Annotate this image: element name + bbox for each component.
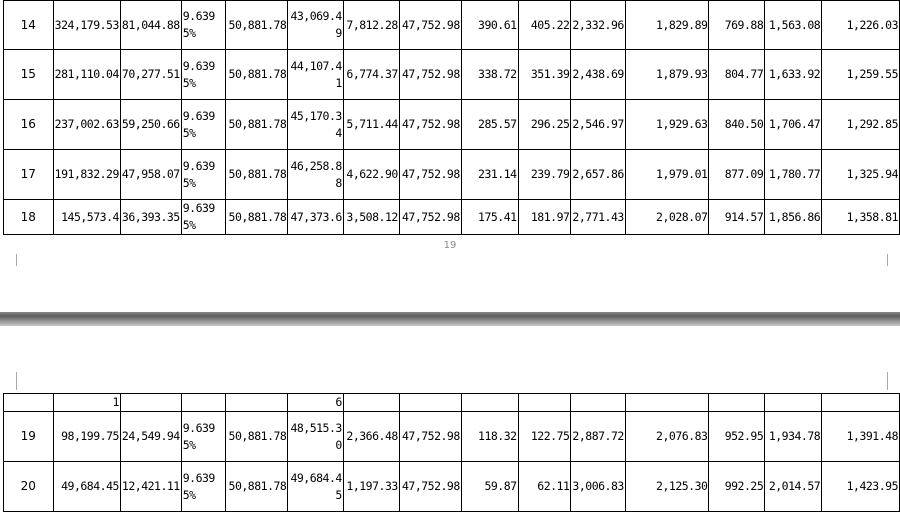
table-cell: 2,771.43 [571, 200, 625, 235]
table-cell: 191,832.29 [53, 150, 120, 200]
table-cell: 50,881.78 [226, 50, 288, 100]
table-cell: 47,752.98 [399, 412, 461, 462]
margin-mark [887, 254, 889, 266]
table-cell [120, 394, 181, 412]
table-row [4, 1, 900, 50]
table-cell: 6 [288, 394, 343, 412]
table-cell: 2,332.96 [571, 1, 625, 50]
table-cell: 1,423.95 [822, 462, 900, 512]
table-cell: 1,197.33 [343, 462, 399, 512]
table-cell: 9.6395% [181, 412, 226, 462]
table-cell: 1,856.86 [765, 200, 822, 235]
table-cell: 50,881.78 [226, 462, 288, 512]
table-row [4, 412, 900, 462]
table-cell: 4,622.90 [343, 150, 399, 200]
table-cell: 1,259.55 [822, 50, 900, 100]
row-number-cell: 14 [4, 1, 54, 50]
table-cell: 1,358.81 [822, 200, 900, 235]
row-number-cell: 18 [4, 200, 54, 235]
table-cell [4, 394, 54, 412]
margin-mark [887, 372, 889, 390]
table-cell: 50,881.78 [226, 150, 288, 200]
table-cell: 351.39 [518, 50, 571, 100]
table-row [4, 462, 900, 512]
table-cell: 1,934.78 [765, 412, 822, 462]
table-cell: 840.50 [709, 100, 765, 150]
table-cell: 50,881.78 [226, 200, 288, 235]
table-cell: 296.25 [518, 100, 571, 150]
table-cell: 47,958.07 [120, 150, 181, 200]
table-cell: 175.41 [461, 200, 518, 235]
table-cell: 36,393.35 [120, 200, 181, 235]
table-cell: 2,887.72 [571, 412, 625, 462]
row-number-cell: 17 [4, 150, 54, 200]
table-cell: 81,044.88 [120, 1, 181, 50]
table-cell [822, 394, 900, 412]
row-number-cell: 20 [4, 462, 54, 512]
table-cell: 3,508.12 [343, 200, 399, 235]
table-cell: 3,006.83 [571, 462, 625, 512]
table-cell [709, 394, 765, 412]
table-cell: 285.57 [461, 100, 518, 150]
table-cell [343, 394, 399, 412]
table-cell [181, 394, 226, 412]
table-cell [226, 394, 288, 412]
table-cell: 239.79 [518, 150, 571, 200]
table-cell: 181.97 [518, 200, 571, 235]
table-cell: 1,780.77 [765, 150, 822, 200]
table-cell: 6,774.37 [343, 50, 399, 100]
table-cell: 50,881.78 [226, 1, 288, 50]
row-number-cell: 19 [4, 412, 54, 462]
table-cell: 2,546.97 [571, 100, 625, 150]
table-cell: 9.6395% [181, 200, 226, 235]
table-cell: 2,438.69 [571, 50, 625, 100]
table-cell: 237,002.63 [53, 100, 120, 150]
row-number-cell: 16 [4, 100, 54, 150]
table-cell: 1,325.94 [822, 150, 900, 200]
table-cell: 118.32 [461, 412, 518, 462]
table-cell: 122.75 [518, 412, 571, 462]
table-cell [518, 394, 571, 412]
table-cell: 1,879.93 [625, 50, 709, 100]
table-cell: 5,711.44 [343, 100, 399, 150]
table-cell: 9.6395% [181, 150, 226, 200]
table-cell: 1,292.85 [822, 100, 900, 150]
table-cell: 338.72 [461, 50, 518, 100]
table-cell: 46,258.88 [288, 150, 343, 200]
table-cell: 24,549.94 [120, 412, 181, 462]
table-cell: 992.25 [709, 462, 765, 512]
table-cell: 1,563.08 [765, 1, 822, 50]
table-cell: 98,199.75 [53, 412, 120, 462]
table-cell: 9.6395% [181, 100, 226, 150]
table-cell [399, 394, 461, 412]
margin-mark [16, 254, 18, 266]
margin-mark [16, 372, 18, 390]
table-cell: 769.88 [709, 1, 765, 50]
table-cell: 2,366.48 [343, 412, 399, 462]
table-cell: 281,110.04 [53, 50, 120, 100]
table-cell [461, 394, 518, 412]
table-cell: 49,684.45 [288, 462, 343, 512]
table-cell: 47,752.98 [399, 462, 461, 512]
data-table-bottom [3, 393, 900, 512]
table-cell: 48,515.30 [288, 412, 343, 462]
table-cell: 47,752.98 [399, 50, 461, 100]
table-cell: 12,421.11 [120, 462, 181, 512]
table-cell: 1,226.03 [822, 1, 900, 50]
table-cell: 877.09 [709, 150, 765, 200]
table-cell: 2,014.57 [765, 462, 822, 512]
table-cell: 47,752.98 [399, 1, 461, 50]
table-cell: 9.6395% [181, 50, 226, 100]
page-number: 19 [443, 240, 457, 251]
table-cell: 59,250.66 [120, 100, 181, 150]
table-row [4, 50, 900, 100]
table-cell: 231.14 [461, 150, 518, 200]
table-cell: 2,028.07 [625, 200, 709, 235]
table-cell: 2,125.30 [625, 462, 709, 512]
table-cell: 952.95 [709, 412, 765, 462]
table-cell: 1 [53, 394, 120, 412]
table-cell [571, 394, 625, 412]
table-cell [765, 394, 822, 412]
table-cell: 44,107.41 [288, 50, 343, 100]
data-table-top [3, 0, 900, 235]
table-cell: 405.22 [518, 1, 571, 50]
table-cell: 62.11 [518, 462, 571, 512]
table-cell [625, 394, 709, 412]
table-cell: 47,752.98 [399, 200, 461, 235]
table-cell: 804.77 [709, 50, 765, 100]
table-cell: 9.6395% [181, 462, 226, 512]
table-cell: 1,633.92 [765, 50, 822, 100]
table-cell: 1,929.63 [625, 100, 709, 150]
continuation-row [4, 394, 900, 412]
table-cell: 59.87 [461, 462, 518, 512]
table-cell: 914.57 [709, 200, 765, 235]
table-cell: 390.61 [461, 1, 518, 50]
table-cell: 70,277.51 [120, 50, 181, 100]
table-cell: 1,979.01 [625, 150, 709, 200]
table-cell: 7,812.28 [343, 1, 399, 50]
table-cell: 2,657.86 [571, 150, 625, 200]
table-cell: 145,573.4 [53, 200, 120, 235]
table-row [4, 100, 900, 150]
page-separator [0, 312, 900, 326]
table-row [4, 200, 900, 235]
table-cell: 1,706.47 [765, 100, 822, 150]
table-cell: 47,752.98 [399, 100, 461, 150]
table-cell: 1,391.48 [822, 412, 900, 462]
table-cell: 47,373.6 [288, 200, 343, 235]
table-cell: 2,076.83 [625, 412, 709, 462]
table-cell: 49,684.45 [53, 462, 120, 512]
table-cell: 47,752.98 [399, 150, 461, 200]
table-cell: 1,829.89 [625, 1, 709, 50]
table-cell: 9.6395% [181, 1, 226, 50]
row-number-cell: 15 [4, 50, 54, 100]
table-cell: 50,881.78 [226, 100, 288, 150]
table-cell: 324,179.53 [53, 1, 120, 50]
table-cell: 43,069.49 [288, 1, 343, 50]
table-row [4, 150, 900, 200]
table-cell: 45,170.34 [288, 100, 343, 150]
table-cell: 50,881.78 [226, 412, 288, 462]
